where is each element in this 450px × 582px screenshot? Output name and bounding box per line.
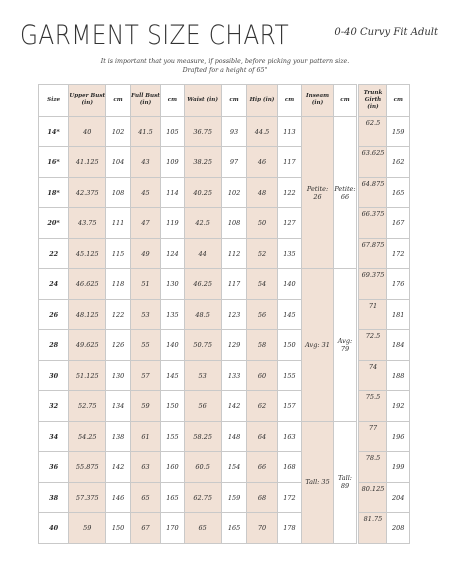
- header-hip: Hip (in): [247, 85, 277, 117]
- cell-size: 30: [39, 360, 69, 391]
- cell-hip: 46: [247, 147, 277, 178]
- cell-trunk-girth: 74: [359, 360, 387, 391]
- cell-full-bust: 63: [130, 452, 160, 483]
- cell-waist-cm: 108: [221, 208, 247, 239]
- header-full-bust-cm: cm: [161, 85, 185, 117]
- cell-hip: 54: [247, 269, 277, 300]
- cell-hip: 64: [247, 421, 277, 452]
- cell-full-bust: 53: [130, 299, 160, 330]
- cell-trunk-girth-cm: 172: [387, 238, 410, 269]
- cell-hip-cm: 122: [277, 177, 302, 208]
- cell-full-bust-cm: 145: [161, 360, 185, 391]
- cell-upper-bust-cm: 111: [106, 208, 131, 239]
- cell-full-bust: 55: [130, 330, 160, 361]
- cell-full-bust-cm: 150: [161, 391, 185, 422]
- cell-size: 32: [39, 391, 69, 422]
- cell-inseam-group: Tall: 35: [302, 421, 333, 543]
- cell-upper-bust-cm: 102: [106, 116, 131, 147]
- cell-upper-bust: 43.75: [69, 208, 106, 239]
- cell-hip: 58: [247, 330, 277, 361]
- cell-waist: 53: [184, 360, 221, 391]
- cell-full-bust: 65: [130, 482, 160, 513]
- cell-waist: 62.75: [184, 482, 221, 513]
- header-trunk-girth: Trunk Girth (in): [359, 85, 387, 117]
- cell-full-bust-cm: 109: [161, 147, 185, 178]
- cell-upper-bust: 59: [69, 513, 106, 544]
- cell-trunk-girth-cm: 204: [387, 482, 410, 513]
- cell-full-bust: 57: [130, 360, 160, 391]
- cell-trunk-girth-cm: 176: [387, 269, 410, 300]
- cell-upper-bust-cm: 118: [106, 269, 131, 300]
- table-row: [39, 116, 410, 147]
- cell-hip: 66: [247, 452, 277, 483]
- cell-full-bust: 45: [130, 177, 160, 208]
- cell-trunk-girth: 81.75: [359, 513, 387, 544]
- cell-hip-cm: 135: [277, 238, 302, 269]
- cell-trunk-girth: 80.125: [359, 482, 387, 513]
- cell-full-bust-cm: 130: [161, 269, 185, 300]
- cell-trunk-girth-cm: 181: [387, 299, 410, 330]
- cell-upper-bust-cm: 108: [106, 177, 131, 208]
- cell-full-bust-cm: 105: [161, 116, 185, 147]
- cell-waist: 56: [184, 391, 221, 422]
- cell-hip: 50: [247, 208, 277, 239]
- cell-waist-cm: 154: [221, 452, 247, 483]
- cell-size: 14*: [39, 116, 69, 147]
- cell-hip-cm: 140: [277, 269, 302, 300]
- cell-upper-bust-cm: 130: [106, 360, 131, 391]
- header-waist: Waist (in): [184, 85, 221, 117]
- cell-hip-cm: 178: [277, 513, 302, 544]
- cell-trunk-girth-cm: 192: [387, 391, 410, 422]
- cell-upper-bust-cm: 138: [106, 421, 131, 452]
- cell-trunk-girth: 62.5: [359, 116, 387, 147]
- cell-trunk-girth: 69.375: [359, 269, 387, 300]
- cell-hip-cm: 155: [277, 360, 302, 391]
- cell-upper-bust: 40: [69, 116, 106, 147]
- cell-size: 36: [39, 452, 69, 483]
- cell-trunk-girth: 75.5: [359, 391, 387, 422]
- cell-trunk-girth: 63.625: [359, 147, 387, 178]
- header-hip-cm: cm: [277, 85, 302, 117]
- cell-waist: 65: [184, 513, 221, 544]
- cell-upper-bust: 55.875: [69, 452, 106, 483]
- cell-full-bust-cm: 114: [161, 177, 185, 208]
- cell-upper-bust: 42.375: [69, 177, 106, 208]
- cell-inseam-group-cm: Tall: 89: [333, 421, 357, 543]
- cell-size: 24: [39, 269, 69, 300]
- cell-hip-cm: 145: [277, 299, 302, 330]
- cell-hip: 60: [247, 360, 277, 391]
- cell-upper-bust: 51.125: [69, 360, 106, 391]
- cell-upper-bust: 45.125: [69, 238, 106, 269]
- cell-hip: 56: [247, 299, 277, 330]
- cell-size: 28: [39, 330, 69, 361]
- cell-upper-bust: 54.25: [69, 421, 106, 452]
- cell-hip: 68: [247, 482, 277, 513]
- cell-full-bust: 59: [130, 391, 160, 422]
- table-row: [39, 421, 410, 452]
- cell-hip-cm: 117: [277, 147, 302, 178]
- cell-waist-cm: 97: [221, 147, 247, 178]
- cell-size: 40: [39, 513, 69, 544]
- cell-full-bust: 47: [130, 208, 160, 239]
- cell-upper-bust-cm: 126: [106, 330, 131, 361]
- cell-upper-bust-cm: 150: [106, 513, 131, 544]
- cell-full-bust-cm: 165: [161, 482, 185, 513]
- cell-upper-bust-cm: 104: [106, 147, 131, 178]
- cell-waist: 58.25: [184, 421, 221, 452]
- cell-trunk-girth-cm: 162: [387, 147, 410, 178]
- header-trunk-girth-cm: cm: [387, 85, 410, 117]
- measure-note: It is important that you measure, if possible, before picking your pattern size.: [100, 58, 350, 65]
- cell-waist-cm: 129: [221, 330, 247, 361]
- cell-waist-cm: 133: [221, 360, 247, 391]
- cell-size: 22: [39, 238, 69, 269]
- cell-full-bust-cm: 170: [161, 513, 185, 544]
- cell-full-bust-cm: 119: [161, 208, 185, 239]
- cell-hip-cm: 163: [277, 421, 302, 452]
- cell-size: 18*: [39, 177, 69, 208]
- cell-upper-bust-cm: 122: [106, 299, 131, 330]
- cell-hip: 52: [247, 238, 277, 269]
- cell-waist-cm: 123: [221, 299, 247, 330]
- cell-full-bust-cm: 160: [161, 452, 185, 483]
- cell-full-bust: 49: [130, 238, 160, 269]
- cell-upper-bust-cm: 134: [106, 391, 131, 422]
- cell-trunk-girth: 67.875: [359, 238, 387, 269]
- cell-hip: 44.5: [247, 116, 277, 147]
- cell-hip-cm: 127: [277, 208, 302, 239]
- cell-waist: 40.25: [184, 177, 221, 208]
- cell-upper-bust: 48.125: [69, 299, 106, 330]
- cell-trunk-girth-cm: 188: [387, 360, 410, 391]
- cell-upper-bust: 46.625: [69, 269, 106, 300]
- header-inseam-cm: cm: [333, 85, 357, 117]
- header-upper-bust-cm: cm: [106, 85, 131, 117]
- cell-waist-cm: 159: [221, 482, 247, 513]
- header-inseam: Inseam (in): [302, 85, 333, 117]
- cell-size: 26: [39, 299, 69, 330]
- cell-full-bust: 41.5: [130, 116, 160, 147]
- cell-full-bust-cm: 135: [161, 299, 185, 330]
- cell-waist-cm: 112: [221, 238, 247, 269]
- cell-size: 16*: [39, 147, 69, 178]
- cell-waist: 42.5: [184, 208, 221, 239]
- header-waist-cm: cm: [221, 85, 247, 117]
- cell-hip: 70: [247, 513, 277, 544]
- cell-trunk-girth-cm: 196: [387, 421, 410, 452]
- cell-full-bust: 51: [130, 269, 160, 300]
- cell-trunk-girth: 71: [359, 299, 387, 330]
- cell-waist: 46.25: [184, 269, 221, 300]
- cell-upper-bust-cm: 115: [106, 238, 131, 269]
- cell-upper-bust: 52.75: [69, 391, 106, 422]
- cell-waist: 48.5: [184, 299, 221, 330]
- header-full-bust: Full Bust (in): [130, 85, 160, 117]
- cell-trunk-girth: 72.5: [359, 330, 387, 361]
- cell-trunk-girth-cm: 199: [387, 452, 410, 483]
- cell-inseam-group-cm: Avg: 79: [333, 269, 357, 422]
- cell-full-bust: 43: [130, 147, 160, 178]
- cell-hip: 62: [247, 391, 277, 422]
- cell-hip-cm: 157: [277, 391, 302, 422]
- cell-trunk-girth: 77: [359, 421, 387, 452]
- cell-full-bust: 67: [130, 513, 160, 544]
- cell-waist-cm: 142: [221, 391, 247, 422]
- cell-waist-cm: 148: [221, 421, 247, 452]
- cell-size: 34: [39, 421, 69, 452]
- table-row: [39, 269, 410, 300]
- cell-upper-bust: 57.375: [69, 482, 106, 513]
- cell-trunk-girth-cm: 159: [387, 116, 410, 147]
- cell-waist: 60.5: [184, 452, 221, 483]
- cell-upper-bust: 49.625: [69, 330, 106, 361]
- cell-hip: 48: [247, 177, 277, 208]
- cell-hip-cm: 172: [277, 482, 302, 513]
- cell-waist: 36.75: [184, 116, 221, 147]
- cell-inseam-group-cm: Petite: 66: [333, 116, 357, 269]
- height-note: Drafted for a height of 65": [182, 67, 268, 74]
- cell-waist-cm: 165: [221, 513, 247, 544]
- cell-full-bust-cm: 140: [161, 330, 185, 361]
- cell-upper-bust-cm: 142: [106, 452, 131, 483]
- cell-hip-cm: 150: [277, 330, 302, 361]
- cell-upper-bust-cm: 146: [106, 482, 131, 513]
- cell-trunk-girth: 64.875: [359, 177, 387, 208]
- cell-waist: 44: [184, 238, 221, 269]
- cell-upper-bust: 41.125: [69, 147, 106, 178]
- cell-waist: 50.75: [184, 330, 221, 361]
- cell-hip-cm: 168: [277, 452, 302, 483]
- cell-trunk-girth-cm: 208: [387, 513, 410, 544]
- cell-full-bust: 61: [130, 421, 160, 452]
- cell-trunk-girth-cm: 165: [387, 177, 410, 208]
- cell-size: 38: [39, 482, 69, 513]
- page-title: GARMENT SIZE CHART: [20, 20, 290, 51]
- cell-trunk-girth-cm: 184: [387, 330, 410, 361]
- cell-waist-cm: 102: [221, 177, 247, 208]
- header-size: Size: [39, 85, 69, 117]
- cell-trunk-girth: 66.375: [359, 208, 387, 239]
- page-subtitle: 0-40 Curvy Fit Adult: [334, 27, 438, 38]
- header-row: [39, 85, 410, 117]
- cell-hip-cm: 113: [277, 116, 302, 147]
- cell-full-bust-cm: 124: [161, 238, 185, 269]
- cell-trunk-girth-cm: 167: [387, 208, 410, 239]
- cell-inseam-group: Avg: 31: [302, 269, 333, 422]
- size-chart-table: [38, 84, 410, 544]
- cell-waist: 38.25: [184, 147, 221, 178]
- cell-size: 20*: [39, 208, 69, 239]
- cell-waist-cm: 117: [221, 269, 247, 300]
- header-upper-bust: Upper Bust (in): [69, 85, 106, 117]
- cell-trunk-girth: 78.5: [359, 452, 387, 483]
- cell-full-bust-cm: 155: [161, 421, 185, 452]
- cell-inseam-group: Petite: 26: [302, 116, 333, 269]
- cell-waist-cm: 93: [221, 116, 247, 147]
